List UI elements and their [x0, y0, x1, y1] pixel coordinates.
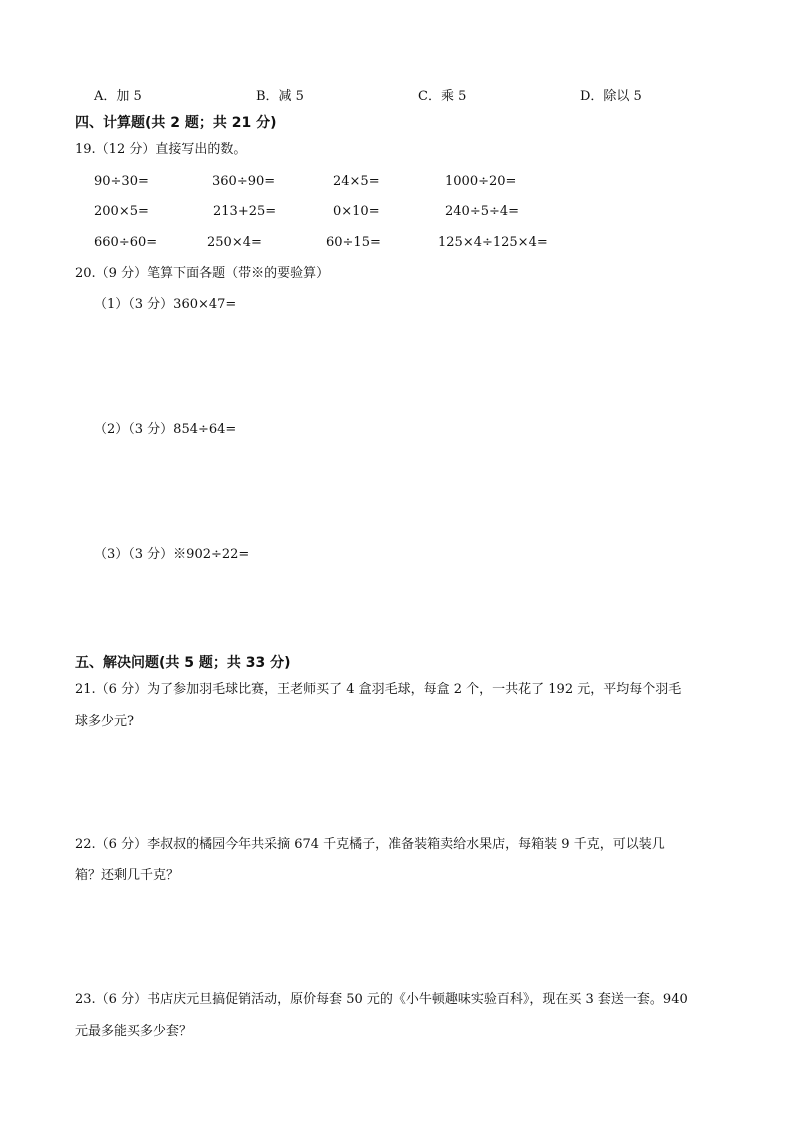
question-20-sub-1: （1）（3 分）360×47=	[94, 297, 237, 312]
option-c: C．乘 5	[418, 89, 467, 104]
question-23-line-2: 元最多能买多少套？	[75, 1024, 193, 1039]
question-20-sub-3: （3）（3 分）※902÷22=	[94, 547, 250, 562]
calc-item: 1000÷20=	[445, 174, 517, 189]
section-heading-calculation: 四、计算题(共 2 题；共 21 分)	[75, 115, 277, 131]
question-22-line-2: 箱？还剩几千克？	[75, 868, 180, 883]
question-20-prompt: 20.（9 分）笔算下面各题（带※的要验算）	[75, 266, 330, 281]
section-heading-problem-solving: 五、解决问题(共 5 题；共 33 分)	[75, 655, 291, 671]
calc-item: 90÷30=	[94, 174, 149, 189]
question-22-line-1: 22.（6 分）李叔叔的橘园今年共采摘 674 千克橘子，准备装箱卖给水果店，每箱装 9 千克，可以装几	[75, 837, 665, 852]
calc-item: 24×5=	[333, 174, 380, 189]
question-21-line-1: 21.（6 分）为了参加羽毛球比赛，王老师买了 4 盒羽毛球，每盒 2 个，一共花了 192 元，平均每个羽毛	[75, 682, 682, 697]
calc-item: 60÷15=	[326, 235, 381, 250]
calc-item: 0×10=	[333, 204, 380, 219]
calc-item: 660÷60=	[94, 235, 158, 250]
calc-item: 125×4÷125×4=	[438, 235, 548, 250]
calc-item: 240÷5÷4=	[445, 204, 520, 219]
question-23-line-1: 23.（6 分）书店庆元旦搞促销活动，原价每套 50 元的《小牛顿趣味实验百科》，现在买 3 套送一套。940	[75, 992, 688, 1007]
question-21-line-2: 球多少元?	[75, 714, 134, 729]
calc-item: 250×4=	[207, 235, 262, 250]
calc-item: 200×5=	[94, 204, 149, 219]
calc-item: 213+25=	[213, 204, 277, 219]
option-d: D．除以 5	[580, 89, 642, 104]
question-19-prompt: 19.（12 分）直接写出的数。	[75, 142, 247, 157]
option-b: B．减 5	[256, 89, 304, 104]
question-20-sub-2: （2）（3 分）854÷64=	[94, 422, 237, 437]
option-a: A．加 5	[94, 89, 142, 104]
calc-item: 360÷90=	[212, 174, 276, 189]
